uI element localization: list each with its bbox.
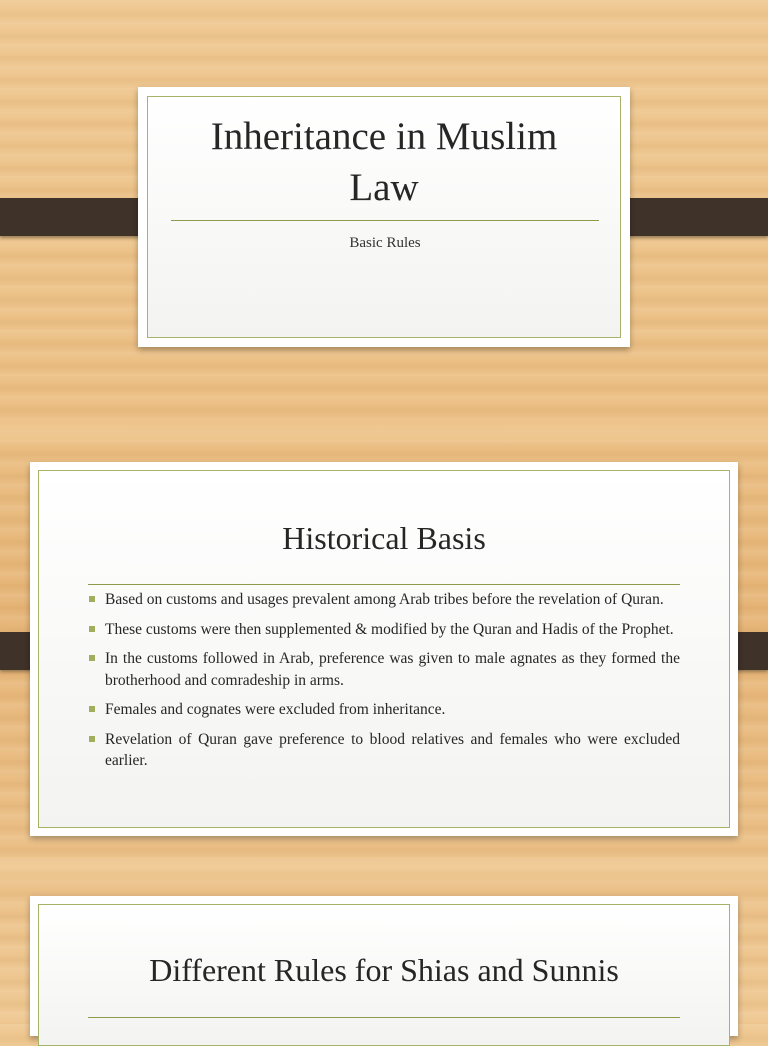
title-divider	[171, 220, 599, 221]
slide-subtitle: Basic Rules	[349, 235, 421, 251]
list-item	[88, 619, 680, 641]
bullet-list	[88, 589, 680, 780]
square-bullet-icon	[89, 655, 95, 661]
list-item	[88, 699, 680, 721]
title-divider	[88, 584, 680, 585]
decorative-band-left	[0, 198, 156, 236]
list-item	[88, 648, 680, 691]
square-bullet-icon	[89, 626, 95, 632]
list-item	[88, 729, 680, 772]
list-item-text: In the customs followed in Arab, preference was given to male agnates as they formed the brotherhood and comradeship in arms.	[105, 650, 680, 689]
list-item-text: Based on customs and usages prevalent among Arab tribes before the revelation of Quran.	[105, 591, 664, 608]
square-bullet-icon	[89, 596, 95, 602]
square-bullet-icon	[89, 736, 95, 742]
list-item-text: These customs were then supplemented & modified by the Quran and Hadis of the Prophet.	[105, 620, 674, 638]
title-divider	[88, 1017, 680, 1018]
slide-title: Inheritance in Muslim Law	[210, 115, 558, 209]
list-item-text: Females and cognates were excluded from inheritance.	[105, 701, 446, 718]
content-slide	[30, 462, 738, 836]
slide-separator	[0, 856, 768, 880]
list-item	[88, 589, 680, 611]
decorative-band-right	[612, 198, 768, 236]
content-slide	[30, 896, 738, 1036]
slide-separator	[0, 420, 768, 444]
slide-title: Historical Basis	[282, 520, 486, 556]
list-item-text: Revelation of Quran gave preference to blood relatives and females who were excluded earlier.	[105, 730, 680, 769]
square-bullet-icon	[89, 706, 95, 712]
slide-title: Different Rules for Shias and Sunnis	[149, 952, 619, 988]
title-slide	[138, 87, 630, 347]
